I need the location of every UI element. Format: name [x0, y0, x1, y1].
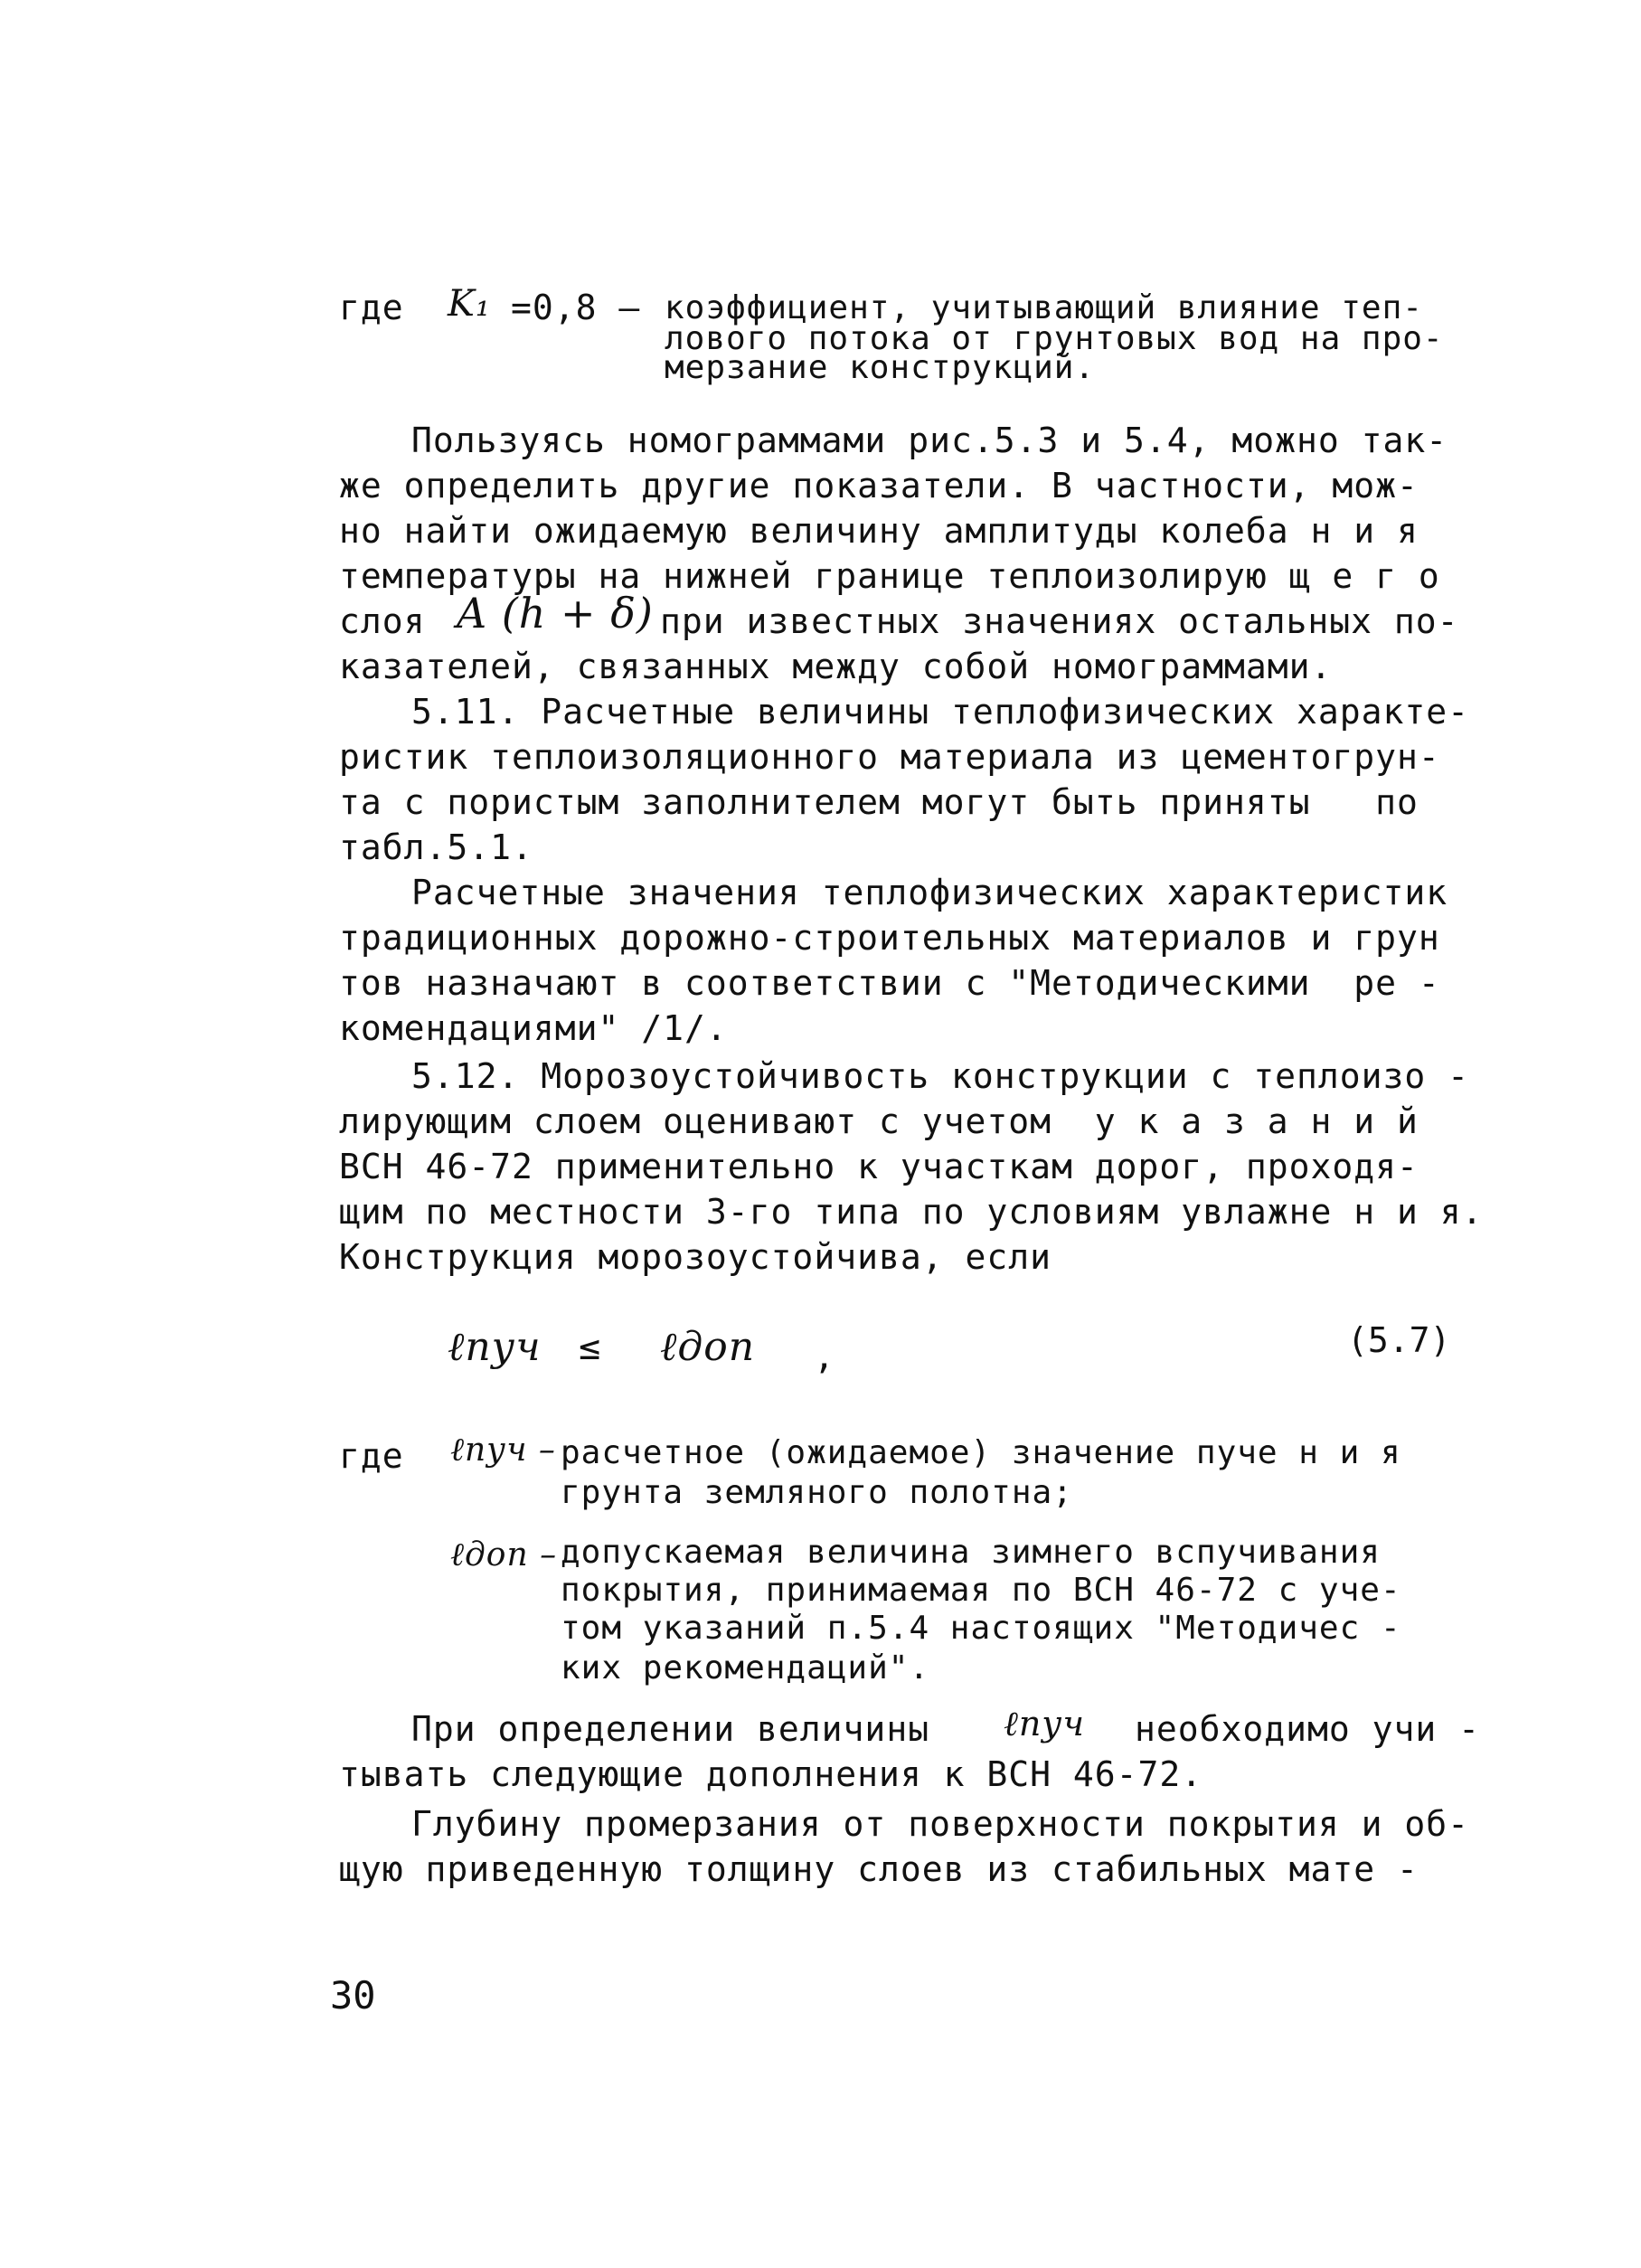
paragraph-6-line-2: щую приведенную толщину слоев из стабильных мате - [339, 1849, 1419, 1889]
definition-2-symbol: ℓдоп – [450, 1536, 558, 1573]
paragraph-2-line-3: та с пористым заполнителем могут быть приняты по [339, 782, 1419, 822]
paragraph-6-line-1: Глубину промерзания от поверхности покрытия и об- [411, 1804, 1470, 1844]
definitions-where-label: где [339, 1436, 404, 1476]
k1-definition-line-3: мерзание конструкций. [665, 349, 1096, 386]
paragraph-3-line-2: традиционных дорожно-строительных материалов и грун [339, 918, 1440, 958]
paragraph-3-line-3: тов назначают в соответствии с "Методическими ре - [339, 963, 1440, 1003]
definition-1-line-2: грунта земляного полотна; [561, 1474, 1073, 1511]
formula-amplitude: A (h + δ) [457, 589, 654, 638]
page-number: 30 [330, 1973, 376, 2018]
paragraph-1-line-4: температуры на нижней границе теплоизолирую щ е г о [339, 556, 1440, 596]
paragraph-2-line-2: ристик теплоизоляционного материала из цементогрун- [339, 737, 1440, 777]
paragraph-3-line-1: Расчетные значения теплофизических характеристик [411, 873, 1448, 912]
definition-2-line-4: ких рекомендаций". [561, 1649, 930, 1687]
paragraph-1-line-5a: слоя [339, 601, 426, 641]
paragraph-4-line-1: 5.12. Морозоустойчивость конструкции с теплоизо - [411, 1056, 1470, 1096]
definition-1-line-1: расчетное (ожидаемое) значение пуче н и я [561, 1434, 1401, 1471]
k1-value: =0,8 – [511, 288, 641, 327]
definition-2-line-3: том указаний п.5.4 настоящих "Методичес - [561, 1610, 1401, 1647]
paragraph-4-line-5: Конструкция морозоустойчива, если [339, 1237, 1052, 1277]
k1-definition-line-2: лового потока от грунтовых вод на про- [665, 320, 1444, 357]
definition-2-line-1: допускаемая величина зимнего вспучивания [561, 1534, 1381, 1571]
symbol-k1: K₁ [448, 283, 491, 325]
equation-operator: ≤ [579, 1327, 602, 1368]
equation-lhs: ℓпуч [448, 1324, 542, 1370]
paragraph-5-symbol: ℓпуч [1004, 1704, 1085, 1744]
paragraph-5-line-2: тывать следующие дополнения к ВСН 46-72. [339, 1754, 1203, 1794]
paragraph-4-line-2: лирующим слоем оценивают с учетом у к а з а н и й [339, 1101, 1419, 1141]
paragraph-1-line-3: но найти ожидаемую величину амплитуды колеба н и я [339, 511, 1419, 551]
equation-rhs: ℓдоп [660, 1324, 756, 1370]
paragraph-4-line-3: ВСН 46-72 применительно к участкам дорог, проходя- [339, 1147, 1419, 1186]
paragraph-1-line-2: же определить другие показатели. В частности, мож- [339, 466, 1419, 506]
paragraph-5-line-1-end: необходимо учи - [1135, 1709, 1481, 1749]
equation-comma: , [814, 1337, 835, 1376]
paragraph-5-line-1-start: При определении величины [411, 1709, 930, 1749]
k1-definition-line-1: коэффициент, учитывающий влияние теп- [665, 289, 1423, 326]
paragraph-2-line-4: табл.5.1. [339, 827, 533, 867]
paragraph-4-line-4: щим по местности 3-го типа по условиям увлажне н и я. [339, 1192, 1484, 1232]
definition-1-symbol: ℓпуч – [450, 1432, 556, 1469]
paragraph-2-line-1: 5.11. Расчетные величины теплофизических характе- [411, 692, 1470, 732]
paragraph-1-line-5b: при известных значениях остальных по- [660, 601, 1459, 641]
paragraph-1-line-1: Пользуясь номограммами рис.5.3 и 5.4, можно так- [411, 421, 1448, 460]
paragraph-1-line-6: казателей, связанных между собой номограммами. [339, 647, 1333, 686]
equation-number: (5.7) [1347, 1320, 1451, 1360]
where-label: где [339, 288, 404, 327]
paragraph-3-line-4: комендациями" /1/. [339, 1008, 728, 1048]
definition-2-line-2: покрытия, принимаемая по ВСН 46-72 с уче- [561, 1572, 1401, 1609]
